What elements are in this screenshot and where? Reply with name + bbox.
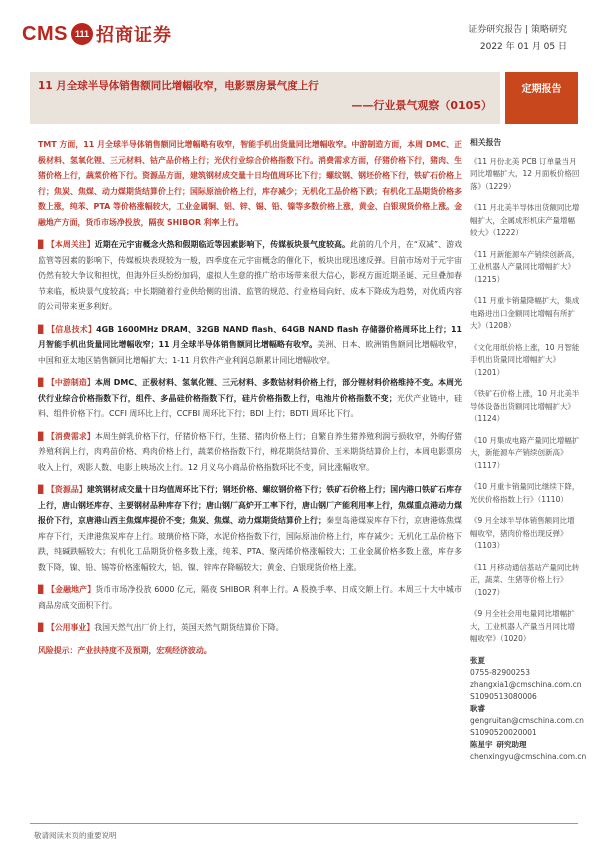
- section-tag: 【公用事业】: [46, 623, 95, 632]
- logo-text-cn: 招商证券: [95, 25, 172, 46]
- related-report-item[interactable]: 《文化用纸价格上涨，10 月智能手机出货量同比增幅扩大》（1201）: [470, 342, 580, 377]
- analyst-phone: 0755-82900253: [470, 667, 530, 677]
- section-tag: 【消费需求】: [46, 431, 95, 441]
- related-report-item[interactable]: 《11 月新能源车产销续创新高，工业机器人产量同比增幅扩大》（1215）: [470, 249, 580, 284]
- section-tag: 【本周关注】: [46, 240, 95, 249]
- related-report-item[interactable]: 《10 月集成电路产量同比增幅扩大，新能源车产销续创新高》（1117）: [470, 435, 580, 470]
- report-tag: 定期报告: [521, 84, 562, 95]
- bullet-square-icon: ▉: [38, 324, 48, 334]
- section-highlight: 4GB 1600MHz DRAM、32GB NAND flash、64GB NAND flash 存储器价格周环比上行；11 月智能手机出货量同比增幅收窄；11 月全球半导体销售额同比增幅略有收窄。: [38, 324, 462, 349]
- company-logo: [22, 21, 172, 47]
- bullet-square-icon: ▉: [38, 485, 47, 494]
- related-report-item[interactable]: 《11 月重卡销量降幅扩大，集成电路进出口金额同比增幅有所扩大》（1208）: [470, 296, 580, 330]
- section-paragraph: [38, 482, 462, 575]
- related-reports-heading: 相关报告: [470, 138, 502, 147]
- analyst-name: 张夏: [470, 655, 485, 665]
- related-report-item[interactable]: 《9 月全社会用电量同比增幅扩大，工业机器人产量当月同比增幅收窄》（1020）: [470, 609, 575, 643]
- related-report-item[interactable]: 《9 月全球半导体销售额同比增幅收窄，猪肉价格出现反弹》（1103）: [470, 516, 575, 550]
- section-tag: 【资源品】: [46, 485, 87, 494]
- section-highlight: 近期在元宇宙概念火热和假期临近等因素影响下，传媒板块景气度较高。: [94, 240, 351, 249]
- summary-paragraph: TMT 方面，11 月全球半导体销售额同比增幅略有收窄，智能手机出货量同比增幅收窄。中游制造方面，本周 DMC、正极材料、氢氧化锂、三元材料、钴产品价格上行；光伏行业综合价格指数下行。消费需求方面，仔猪价格下行，猪肉、生猪价格上行，蔬菜价格下行。资源品方面，建筑钢材成交量十日均值周环比下行；螺纹钢、钢坯价格下行，铁矿石价格上行；焦炭、焦煤、动力煤期货结算价上行；国际原油价格上行，库存减少；无机化工品价格下跌；有机化工品期货价格多数上涨，纯苯、PTA 等价格涨幅较大，工业金属铜、铝、锌、锡、铅、镍等多数价格上涨，黄金、白银现货价格上涨。金融地产方面，货币市场净投放，隔夜 SHIBOR 利率上行。: [38, 140, 462, 227]
- sections-container: [38, 237, 462, 636]
- report-title: 11 月全球半导体销售额同比增幅收窄，电影票房景气度上行: [38, 80, 319, 92]
- report-type: 证券研究报告 | 策略研究: [468, 25, 567, 35]
- bullet-square-icon: ▉: [38, 378, 47, 387]
- related-report-item[interactable]: 《11 月北美半导体出货额同比增幅扩大，全属成形机床产量增幅较大》（1222）: [470, 203, 580, 237]
- section-paragraph: [38, 237, 462, 315]
- footer-note: 敬请阅读末页的重要说明: [34, 831, 117, 840]
- related-report-item[interactable]: 《铁矿石价格上涨，10 月北美半导体设备出货额同比增幅扩大》（1124）: [470, 389, 580, 423]
- risk-warning: 风险提示：产业扶持度不及预期，宏观经济波动。: [38, 645, 212, 655]
- bullet-square-icon: ▉: [38, 585, 47, 594]
- report-subtitle: ——行业景气观察（0105）: [351, 99, 492, 112]
- section-paragraph: [38, 582, 462, 613]
- section-text: 本周生鲜乳价格下行，仔猪价格下行，生猪、猪肉价格上行；自繁自养生猪养殖利润亏损收窄，外购仔猪养殖利润上行，肉鸡苗价格、鸡肉价格上行，蔬菜价格指数下行，棉花期货结算价、玉米期货结算价上行，本周电影票房收入上行，观影人数、电影上映场次上行。12 月义乌小商品价格指数环比不变，同比涨幅收窄。: [38, 431, 462, 472]
- analyst-name: [470, 739, 580, 751]
- analyst-email[interactable]: gengruitan@cmschina.com.cn: [470, 715, 584, 725]
- section-paragraph: [38, 620, 462, 636]
- related-reports-list: [470, 156, 580, 646]
- section-paragraph: [38, 429, 462, 476]
- bullet-square-icon: ▉: [38, 431, 47, 441]
- section-tag: 【中游制造】: [46, 378, 95, 387]
- analysts-block: [470, 655, 587, 763]
- analyst-role: 研究助理: [496, 739, 527, 749]
- section-text: 光伏产业链中，硅料、组件价格下行。CCFI 周环比上行，CCFBI 周环比下行；BDI 上行；BDTI 周环比下行。: [38, 393, 462, 418]
- footer-divider: [30, 823, 578, 824]
- section-paragraph: [38, 322, 462, 369]
- sidebar: [470, 137, 587, 763]
- analyst-email[interactable]: zhangxia1@cmschina.com.cn: [470, 679, 582, 689]
- related-report-item[interactable]: 《11 月份北美 PCB 订单量当月同比增幅扩大，12 月面板价格回落》（1229）: [470, 156, 580, 191]
- section-text: 货币市场净投放 6000 亿元，隔夜 SHIBOR 利率上行。A 股换手率、日成交额上行。本周三十大中城市商品房成交面积下行。: [38, 585, 462, 610]
- main-content: [38, 137, 462, 658]
- section-paragraph: [38, 375, 462, 422]
- analyst-name-text: 陈星宇: [470, 739, 493, 749]
- section-highlight: 建筑钢材成交量十日均值周环比下行；钢坯价格、螺纹钢价格下行；铁矿石价格上行；国内港口铁矿石库存上行，唐山钢坯库存、主要钢材品种库存下行；唐山钢厂高炉开工率下行，唐山钢厂产能利用率上行，焦煤重点港动力煤报价下行，京唐港山西主焦煤库提价不变；焦炭、焦煤、动力煤期货结算价上行；: [38, 485, 462, 525]
- analyst-cert: S1090520020001: [470, 727, 537, 737]
- analyst-name: 耿睿: [470, 703, 485, 713]
- related-report-item[interactable]: 《10 月重卡销量同比继续下降，光伏价格指数上行》（1110）: [470, 482, 580, 504]
- logo-text-en: CMS: [22, 22, 68, 45]
- section-text: 此前的几个月，在“双减”、游戏监管等因素的影响下，传媒板块表现较为一般，四季度在元宇宙概念的催化下，板块出现迅速反弹。目前市场对于元宇宙仍然有较大争议和担忧，但海外巨头纷纷加码，虚拟人生意的推广给市场带来很大信心，影视方面近期圣诞、元旦叠加春节来临，板块景气度较高；中长期随着行业供给侧的出清、监管的规范、行业格局向好、成本下降成为趋势，对优质内容的公司带来更多利好。: [38, 240, 462, 311]
- analyst-email[interactable]: chenxingyu@cmschina.com.cn: [470, 751, 587, 761]
- section-text: 秦皇岛港煤炭库存下行，京唐港炼焦煤库存下行，天津港焦炭库存上行。玻璃价格下降，水泥价格指数下行，国际原油价格上行，库存减少；无机化工品价格下跌，纯碱跌幅较大；有机化工品期货价格多数上涨，纯苯、PTA、聚丙烯价格涨幅较大；工业金属价格多数上涨，库存多数下降，镍、铅、锡等价格涨幅较大，铝、镍、锌库存降幅较大；黄金、白银现货价格上涨。: [38, 516, 462, 572]
- analyst-cert: S1090513080006: [470, 691, 537, 701]
- bullet-square-icon: ▉: [38, 623, 47, 632]
- section-text: 美洲、日本、欧洲销售额同比增幅收窄，中国和亚太地区销售额同比增幅扩大；1-11 月软件产业利润总额累计同比增幅收窄。: [38, 340, 462, 365]
- related-report-item[interactable]: 《11 月移动通信基站产量同比转正，蔬菜、生猪等价格上行》（1027）: [470, 562, 580, 597]
- logo-mark-icon: 111: [71, 23, 93, 45]
- section-highlight: 本周 DMC、正极材料、氢氧化锂、三元材料、多数钴材料价格上行，部分锂材料价格维持不变。本周光伏行业综合价格指数下行，组件、多晶硅价格指数下行，硅片价格指数上行，电池片价格指数不变；: [38, 378, 462, 403]
- section-text: 我国天然气出厂价上行，英国天然气期货结算价下降。: [94, 623, 284, 632]
- report-date: 2022 年 01 月 05 日: [479, 42, 567, 52]
- section-tag: 【金融地产】: [46, 585, 96, 594]
- section-tag: 【信息技术】: [47, 324, 97, 334]
- bullet-square-icon: ▉: [38, 240, 47, 249]
